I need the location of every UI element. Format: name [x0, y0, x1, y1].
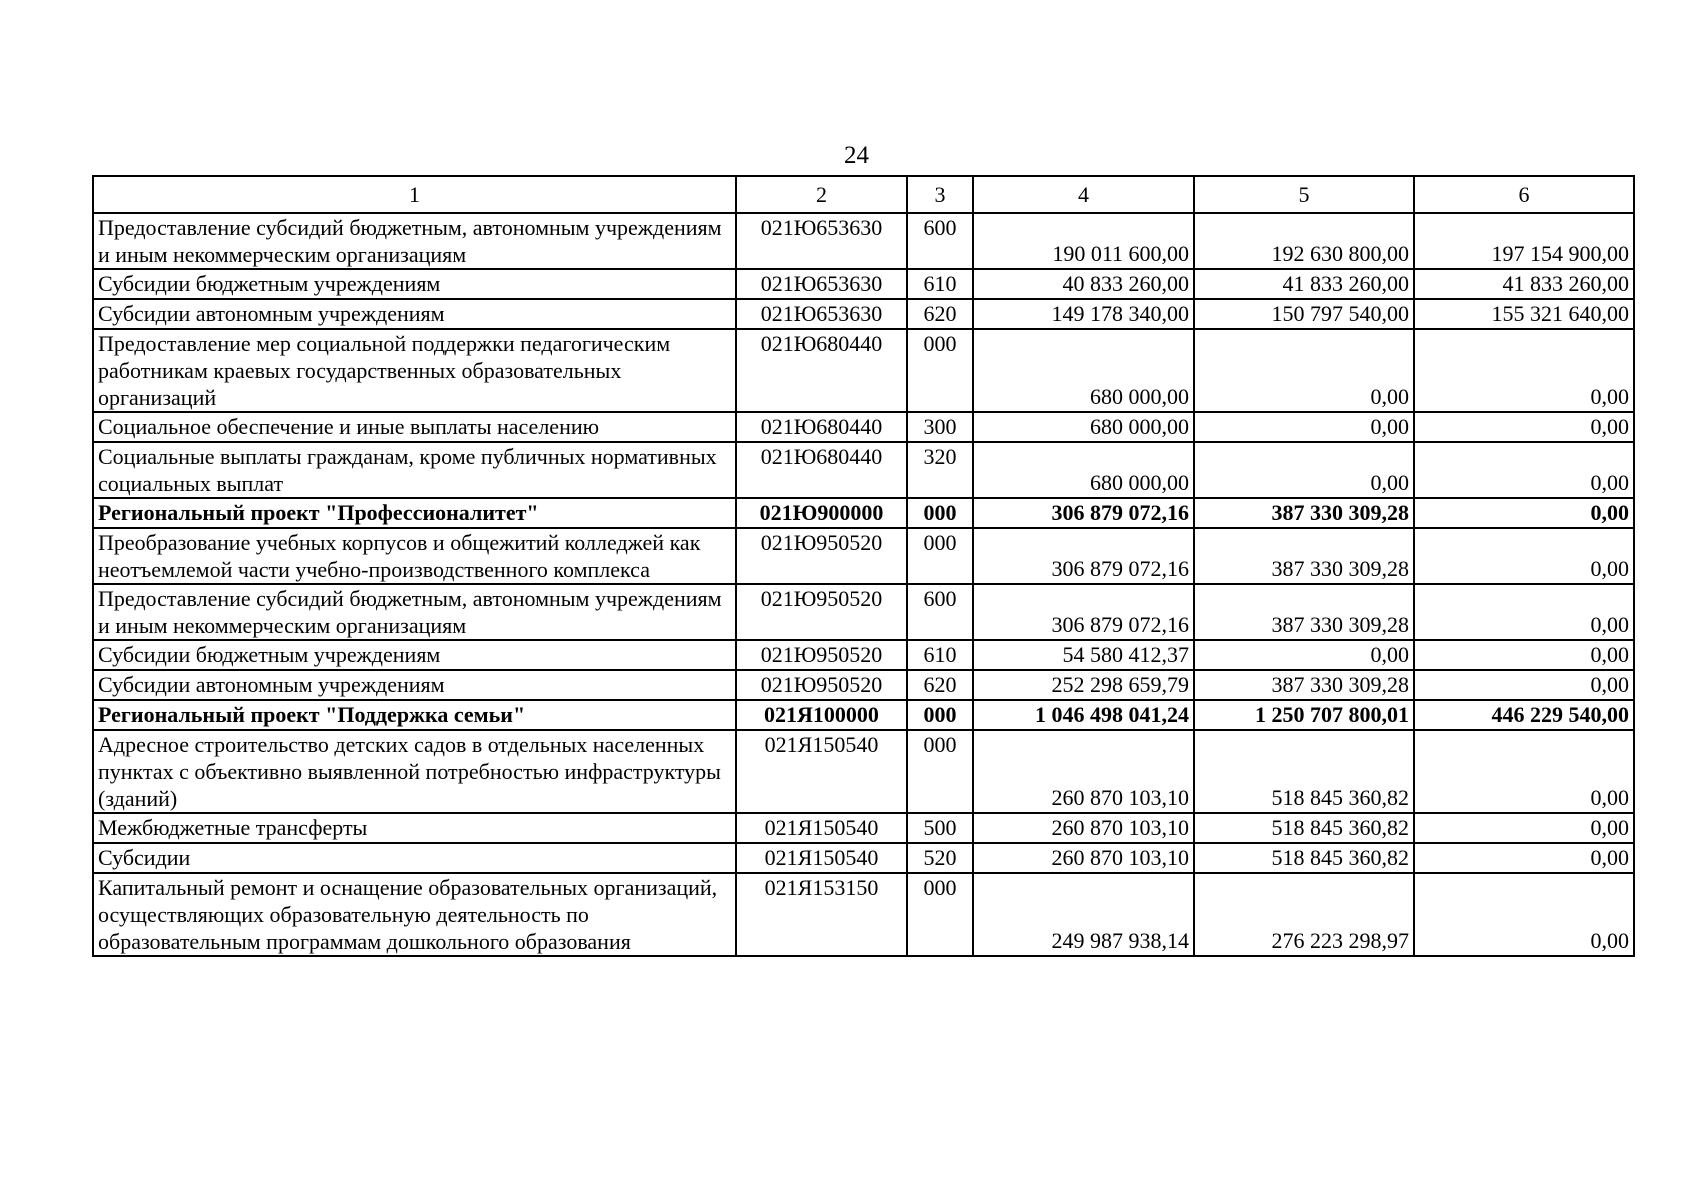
- row-amount-col6-cell: 0,00: [1414, 442, 1634, 498]
- row-name-cell: Субсидии автономным учреждениям: [93, 670, 736, 700]
- row-name-cell: Адресное строительство детских садов в отдельных населенных пунктах с объективно выявленной потребностью инфраструктуры (зданий): [93, 730, 736, 813]
- row-amount-col4-cell: 190 011 600,00: [973, 213, 1194, 269]
- row-amount-col5-cell: 150 797 540,00: [1194, 299, 1414, 329]
- row-name-cell: Предоставление субсидий бюджетным, автономным учреждениям и иным некоммерческим организациям: [93, 213, 736, 269]
- table-header-row: [93, 176, 1634, 213]
- row-code-cell: 021Ю653630: [736, 269, 907, 299]
- row-amount-col6-cell: 0,00: [1414, 670, 1634, 700]
- row-name-cell: Межбюджетные трансферты: [93, 813, 736, 843]
- row-name-cell: Субсидии бюджетным учреждениям: [93, 640, 736, 670]
- column-header-5: 5: [1194, 176, 1414, 213]
- row-amount-col6-cell: 0,00: [1414, 528, 1634, 584]
- row-name-cell: Региональный проект "Поддержка семьи": [93, 700, 736, 730]
- row-expense-type-cell: 610: [907, 269, 973, 299]
- row-name-cell: Субсидии бюджетным учреждениям: [93, 269, 736, 299]
- row-amount-col4-cell: 306 879 072,16: [973, 498, 1194, 528]
- row-name-cell: Капитальный ремонт и оснащение образовательных организаций, осуществляющих образовательную деятельность по образовательным программам дошкольного образования: [93, 873, 736, 956]
- row-code-cell: 021Ю950520: [736, 640, 907, 670]
- row-name-cell: Субсидии: [93, 843, 736, 873]
- row-amount-col5-cell: 192 630 800,00: [1194, 213, 1414, 269]
- row-code-cell: 021Ю653630: [736, 299, 907, 329]
- row-code-cell: 021Ю950520: [736, 670, 907, 700]
- column-header-6: 6: [1414, 176, 1634, 213]
- row-amount-col4-cell: 40 833 260,00: [973, 269, 1194, 299]
- row-expense-type-cell: 000: [907, 730, 973, 813]
- row-amount-col5-cell: 518 845 360,82: [1194, 813, 1414, 843]
- row-code-cell: 021Я150540: [736, 843, 907, 873]
- row-amount-col5-cell: 0,00: [1194, 412, 1414, 442]
- row-name-cell: Предоставление мер социальной поддержки педагогическим работникам краевых государственных образовательных организаций: [93, 329, 736, 412]
- row-expense-type-cell: 500: [907, 813, 973, 843]
- row-amount-col5-cell: 387 330 309,28: [1194, 584, 1414, 640]
- table-row: [93, 498, 1634, 528]
- row-amount-col4-cell: 680 000,00: [973, 412, 1194, 442]
- row-expense-type-cell: 000: [907, 329, 973, 412]
- row-amount-col5-cell: 1 250 707 800,01: [1194, 700, 1414, 730]
- table-row: [93, 329, 1634, 412]
- row-amount-col6-cell: 0,00: [1414, 640, 1634, 670]
- column-header-2: 2: [736, 176, 907, 213]
- row-code-cell: 021Я153150: [736, 873, 907, 956]
- row-amount-col6-cell: 446 229 540,00: [1414, 700, 1634, 730]
- row-amount-col4-cell: 306 879 072,16: [973, 528, 1194, 584]
- row-amount-col6-cell: 41 833 260,00: [1414, 269, 1634, 299]
- row-name-cell: Предоставление субсидий бюджетным, автономным учреждениям и иным некоммерческим организациям: [93, 584, 736, 640]
- row-code-cell: 021Ю900000: [736, 498, 907, 528]
- row-amount-col4-cell: 54 580 412,37: [973, 640, 1194, 670]
- row-code-cell: 021Ю680440: [736, 412, 907, 442]
- row-amount-col6-cell: 155 321 640,00: [1414, 299, 1634, 329]
- row-code-cell: 021Ю680440: [736, 442, 907, 498]
- row-amount-col6-cell: 0,00: [1414, 498, 1634, 528]
- row-amount-col4-cell: 149 178 340,00: [973, 299, 1194, 329]
- row-code-cell: 021Ю680440: [736, 329, 907, 412]
- table-row: [93, 813, 1634, 843]
- column-header-3: 3: [907, 176, 973, 213]
- row-amount-col6-cell: 0,00: [1414, 873, 1634, 956]
- row-amount-col6-cell: 0,00: [1414, 843, 1634, 873]
- row-expense-type-cell: 320: [907, 442, 973, 498]
- row-amount-col4-cell: 260 870 103,10: [973, 843, 1194, 873]
- row-code-cell: 021Ю950520: [736, 584, 907, 640]
- table-row: [93, 442, 1634, 498]
- row-amount-col4-cell: 260 870 103,10: [973, 813, 1194, 843]
- row-amount-col5-cell: 276 223 298,97: [1194, 873, 1414, 956]
- table-row: [93, 873, 1634, 956]
- row-amount-col6-cell: 0,00: [1414, 584, 1634, 640]
- row-expense-type-cell: 300: [907, 412, 973, 442]
- row-code-cell: 021Я150540: [736, 730, 907, 813]
- row-amount-col5-cell: 518 845 360,82: [1194, 843, 1414, 873]
- row-name-cell: Региональный проект "Профессионалитет": [93, 498, 736, 528]
- row-amount-col5-cell: 518 845 360,82: [1194, 730, 1414, 813]
- table-row: [93, 299, 1634, 329]
- row-amount-col5-cell: 0,00: [1194, 329, 1414, 412]
- row-amount-col4-cell: 306 879 072,16: [973, 584, 1194, 640]
- row-expense-type-cell: 610: [907, 640, 973, 670]
- table-row: [93, 700, 1634, 730]
- table-body: [93, 176, 1634, 956]
- row-amount-col6-cell: 0,00: [1414, 329, 1634, 412]
- row-expense-type-cell: 600: [907, 584, 973, 640]
- row-code-cell: 021Я100000: [736, 700, 907, 730]
- column-header-1: 1: [93, 176, 736, 213]
- row-expense-type-cell: 600: [907, 213, 973, 269]
- row-amount-col4-cell: 249 987 938,14: [973, 873, 1194, 956]
- row-amount-col4-cell: 252 298 659,79: [973, 670, 1194, 700]
- table-row: [93, 584, 1634, 640]
- row-name-cell: Социальное обеспечение и иные выплаты населению: [93, 412, 736, 442]
- row-code-cell: 021Ю653630: [736, 213, 907, 269]
- row-amount-col4-cell: 680 000,00: [973, 442, 1194, 498]
- row-name-cell: Преобразование учебных корпусов и общежитий колледжей как неотъемлемой части учебно-производственного комплекса: [93, 528, 736, 584]
- row-expense-type-cell: 000: [907, 873, 973, 956]
- page-number: 24: [844, 142, 869, 169]
- row-amount-col5-cell: 387 330 309,28: [1194, 498, 1414, 528]
- table-row: [93, 670, 1634, 700]
- column-header-4: 4: [973, 176, 1194, 213]
- row-code-cell: 021Я150540: [736, 813, 907, 843]
- table-row: [93, 640, 1634, 670]
- row-amount-col6-cell: 0,00: [1414, 730, 1634, 813]
- row-amount-col4-cell: 260 870 103,10: [973, 730, 1194, 813]
- row-expense-type-cell: 000: [907, 528, 973, 584]
- row-amount-col5-cell: 41 833 260,00: [1194, 269, 1414, 299]
- table-row: [93, 843, 1634, 873]
- row-amount-col5-cell: 387 330 309,28: [1194, 670, 1414, 700]
- row-amount-col4-cell: 680 000,00: [973, 329, 1194, 412]
- row-amount-col6-cell: 197 154 900,00: [1414, 213, 1634, 269]
- table-row: [93, 269, 1634, 299]
- table-row: [93, 528, 1634, 584]
- row-code-cell: 021Ю950520: [736, 528, 907, 584]
- row-expense-type-cell: 620: [907, 299, 973, 329]
- row-amount-col5-cell: 387 330 309,28: [1194, 528, 1414, 584]
- row-amount-col5-cell: 0,00: [1194, 442, 1414, 498]
- row-amount-col4-cell: 1 046 498 041,24: [973, 700, 1194, 730]
- row-amount-col5-cell: 0,00: [1194, 640, 1414, 670]
- row-amount-col6-cell: 0,00: [1414, 813, 1634, 843]
- table-row: [93, 730, 1634, 813]
- row-name-cell: Социальные выплаты гражданам, кроме публичных нормативных социальных выплат: [93, 442, 736, 498]
- row-name-cell: Субсидии автономным учреждениям: [93, 299, 736, 329]
- row-amount-col6-cell: 0,00: [1414, 412, 1634, 442]
- table-row: [93, 412, 1634, 442]
- table-row: [93, 213, 1634, 269]
- row-expense-type-cell: 000: [907, 700, 973, 730]
- budget-table: [92, 175, 1635, 957]
- row-expense-type-cell: 620: [907, 670, 973, 700]
- row-expense-type-cell: 520: [907, 843, 973, 873]
- row-expense-type-cell: 000: [907, 498, 973, 528]
